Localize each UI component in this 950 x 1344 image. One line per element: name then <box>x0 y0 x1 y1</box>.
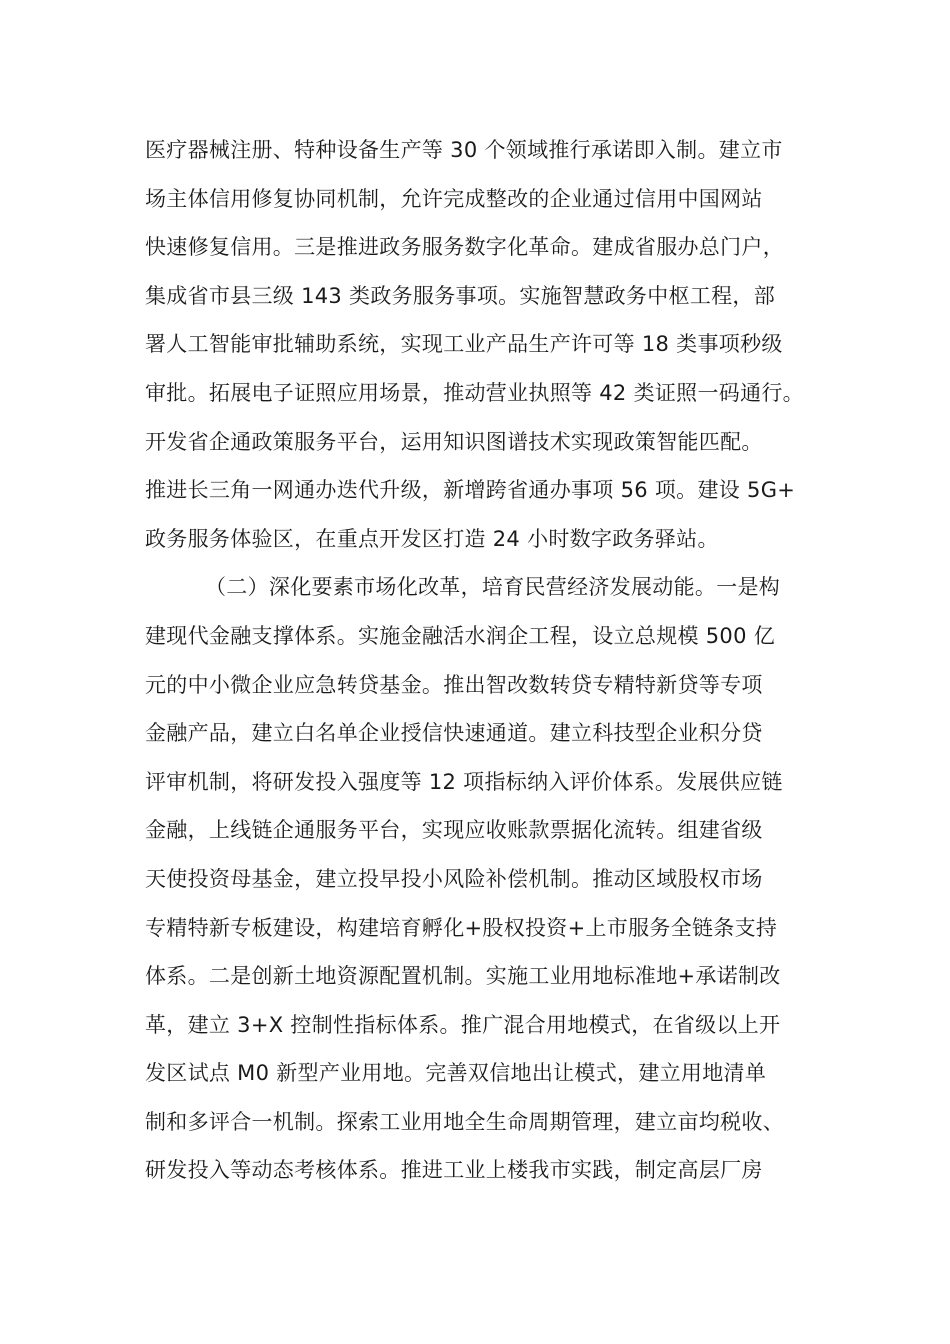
text-line: 元的中小微企业应急转贷基金。推出智改数转贷专精特新贷等专项 <box>145 672 763 697</box>
text-line: 推进长三角一网通办迭代升级，新增跨省通办事项 56 项。建设 5G+ <box>145 478 796 503</box>
text-line: 革，建立 3+X 控制性指标体系。推广混合用地模式，在省级以上开 <box>145 1012 781 1037</box>
text-line: 制和多评合一机制。探索工业用地全生命周期管理，建立亩均税收、 <box>145 1109 784 1134</box>
text-line: 金融，上线链企通服务平台，实现应收账款票据化流转。组建省级 <box>145 818 763 843</box>
text-line: 评审机制，将研发投入强度等 12 项指标纳入评价体系。发展供应链 <box>145 769 783 794</box>
section-heading-line: （二）深化要素市场化改革，培育民营经济发展动能。一是构 <box>205 575 781 600</box>
text-line: 发区试点 M0 新型产业用地。完善双信地出让模式，建立用地清单 <box>145 1061 767 1086</box>
text-line: 研发投入等动态考核体系。推进工业上楼我市实践，制定高层厂房 <box>145 1158 763 1183</box>
text-line: 金融产品，建立白名单企业授信快速通道。建立科技型企业积分贷 <box>145 721 763 746</box>
text-line: 政务服务体验区，在重点开发区打造 24 小时数字政务驿站。 <box>145 526 719 551</box>
text-line: 专精特新专板建设，构建培育孵化+股权投资+上市服务全链条支持 <box>145 915 778 940</box>
text-line: 快速修复信用。三是推进政务服务数字化革命。建成省服办总门户， <box>145 235 784 260</box>
text-line: 场主体信用修复协同机制，允许完成整改的企业通过信用中国网站 <box>145 186 763 211</box>
text-line: 体系。二是创新土地资源配置机制。实施工业用地标准地+承诺制改 <box>145 964 781 989</box>
text-line: 审批。拓展电子证照应用场景，推动营业执照等 42 类证照一码通行。 <box>145 380 804 405</box>
text-line: 天使投资母基金，建立投早投小风险补偿机制。推动区域股权市场 <box>145 866 763 891</box>
body-text <box>145 126 825 1195</box>
text-line: 医疗器械注册、特种设备生产等 30 个领域推行承诺即入制。建立市 <box>145 138 783 162</box>
text-line: 署人工智能审批辅助系统，实现工业产品生产许可等 18 类事项秒级 <box>145 332 783 357</box>
text-line: 建现代金融支撑体系。实施金融活水润企工程，设立总规模 500 亿 <box>145 623 776 648</box>
text-line: 集成省市县三级 143 类政务服务事项。实施智慧政务中枢工程，部 <box>145 283 776 308</box>
text-line: 开发省企通政策服务平台，运用知识图谱技术实现政策智能匹配。 <box>145 429 763 454</box>
